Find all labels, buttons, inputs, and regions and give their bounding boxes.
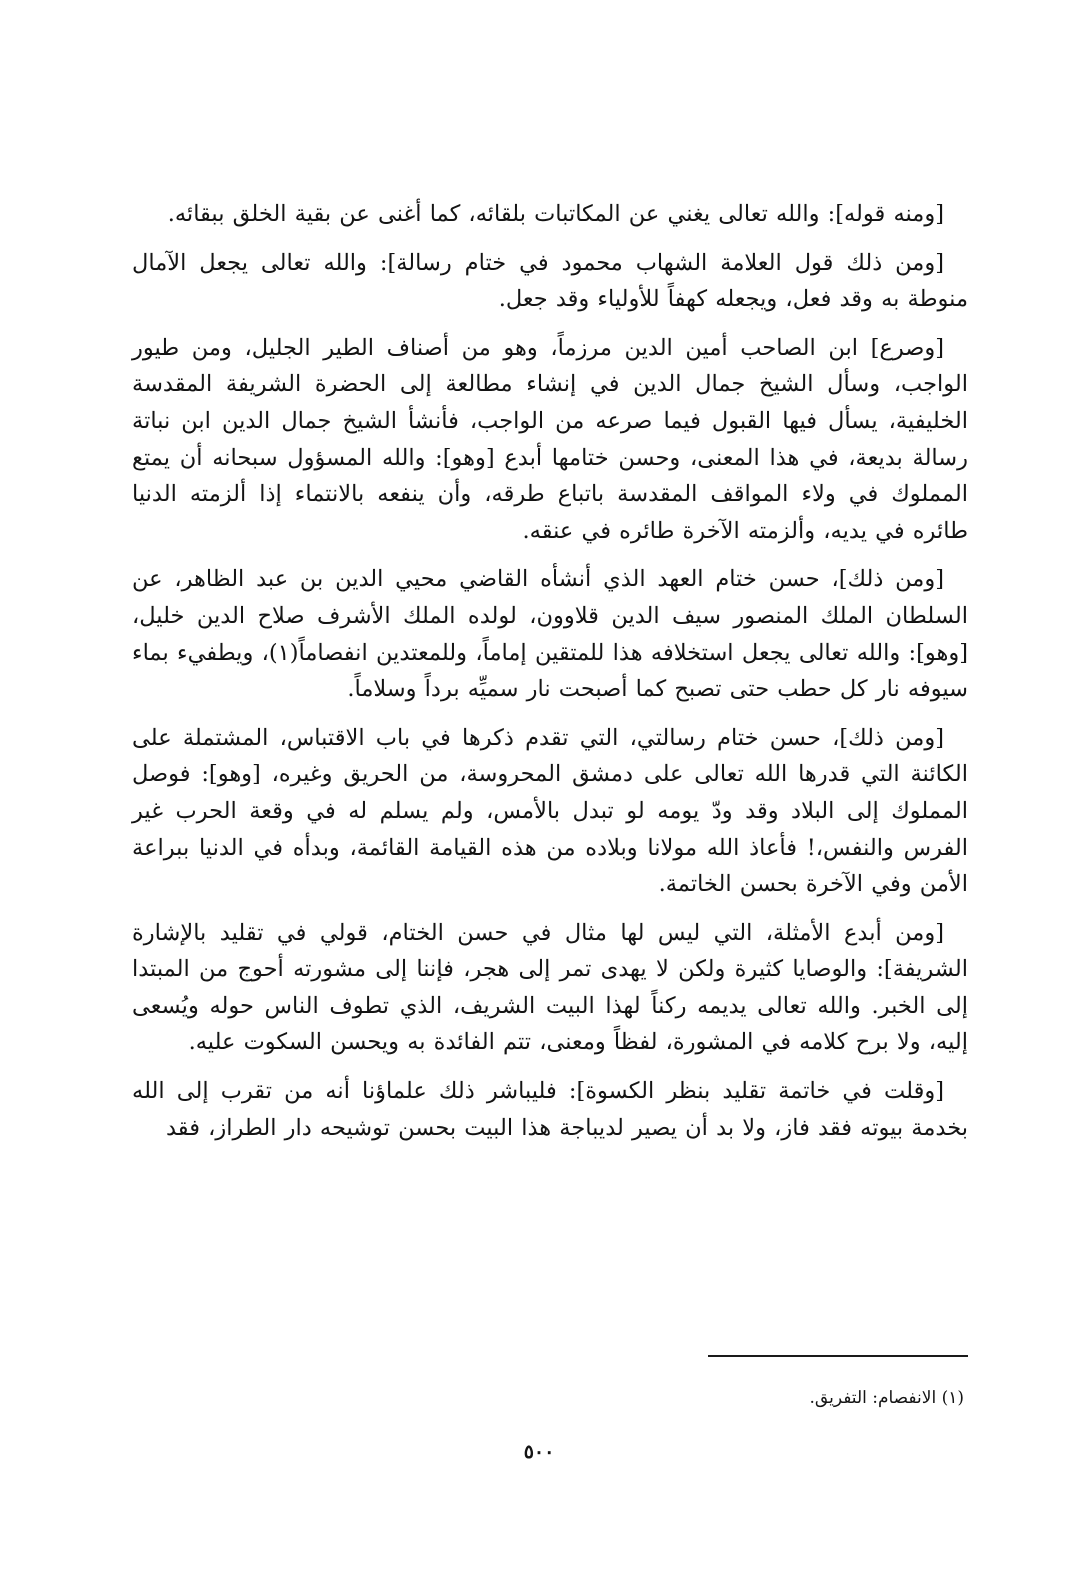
footnote-divider	[708, 1355, 968, 1357]
paragraph-4: [ومن ذلك]، حسن ختام العهد الذي أنشأه القاضي محيي الدين بن عبد الظاهر، عن السلطان الملك المنصور سيف الدين قلاوون، لولده الملك الأشرف صلاح الدين خليل، [وهو]: والله تعالى يجعل استخلافه هذا للمتقين إماماً، وللمعتدين انفصاماً(١)، ويطفيء بماء سيوفه نار كل حطب حتى تصبح كما أصبحت نار سميِّه برداً وسلاماً.	[132, 566, 968, 703]
body-text	[132, 196, 968, 1156]
page-number: ٥٠٠	[523, 1441, 555, 1463]
paragraph-1: [ومنه قوله]: والله تعالى يغني عن المكاتبات بلقائه، كما أغنى عن بقية الخلق ببقائه.	[167, 201, 944, 227]
paragraph-7: [وقلت في خاتمة تقليد بنظر الكسوة]: فليباشر ذلك علماؤنا أنه من تقرب إلى الله بخدمة بيوته فقد فاز، ولا بد أن يصير لديباجة هذا البيت بحسن توشيحه دار الطراز، فقد	[132, 1078, 968, 1141]
footnote: (١) الانفصام: التفريق.	[809, 1388, 964, 1408]
paragraph-3: [وصرع] ابن الصاحب أمين الدين مرزماً، وهو من أصناف الطير الجليل، ومن طيور الواجب، وسأل الشيخ جمال الدين في إنشاء مطالعة إلى الحضرة الشريفة المقدسة الخليفية، يسأل فيها القبول فيما صرعه من الواجب، فأنشأ الشيخ جمال الدين ابن نباتة رسالة بديعة، في هذا المعنى، وحسن ختامها أبدع [وهو]: والله المسؤول سبحانه أن يمتع المملوك في ولاء المواقف المقدسة باتباع طرقه، وأن ينفعه بالانتماء إذا ألزمته الدنيا طائره في يديه، وألزمته الآخرة طائره في عنقه.	[132, 334, 968, 544]
paragraph-6: [ومن أبدع الأمثلة، التي ليس لها مثال في حسن الختام، قولي في تقليد بالإشارة الشريفة]: والوصايا كثيرة ولكن لا يهدى تمر إلى هجر، فإننا إلى مشورته أحوج من المبتدا إلى الخبر. والله تعالى يديمه ركناً لهذا البيت الشريف، الذي تطوف الناس حوله ويُسعى إليه، ولا برح كلامه في المشورة، لفظاً ومعنى، تتم الفائدة به ويحسن السكوت عليه.	[132, 919, 968, 1056]
paragraph-2: [ومن ذلك قول العلامة الشهاب محمود في ختام رسالة]: والله تعالى يجعل الآمال منوطة به وقد فعل، ويجعله كهفاً للأولياء وقد جعل.	[132, 249, 968, 313]
paragraph-5: [ومن ذلك]، حسن ختام رسالتي، التي تقدم ذكرها في باب الاقتباس، المشتملة على الكائنة التي قدرها الله تعالى على دمشق المحروسة، من الحريق وغيره، [وهو]: فوصل المملوك إلى البلاد وقد ودّ يومه لو تبدل بالأمس، ولم يسلم له في وقعة الحرب غير الفرس والنفس،! فأعاذ الله مولانا وبلاده من هذه القيامة القائمة، وبدأه في الدنيا ببراعة الأمن وفي الآخرة بحسن الخاتمة.	[132, 724, 968, 898]
